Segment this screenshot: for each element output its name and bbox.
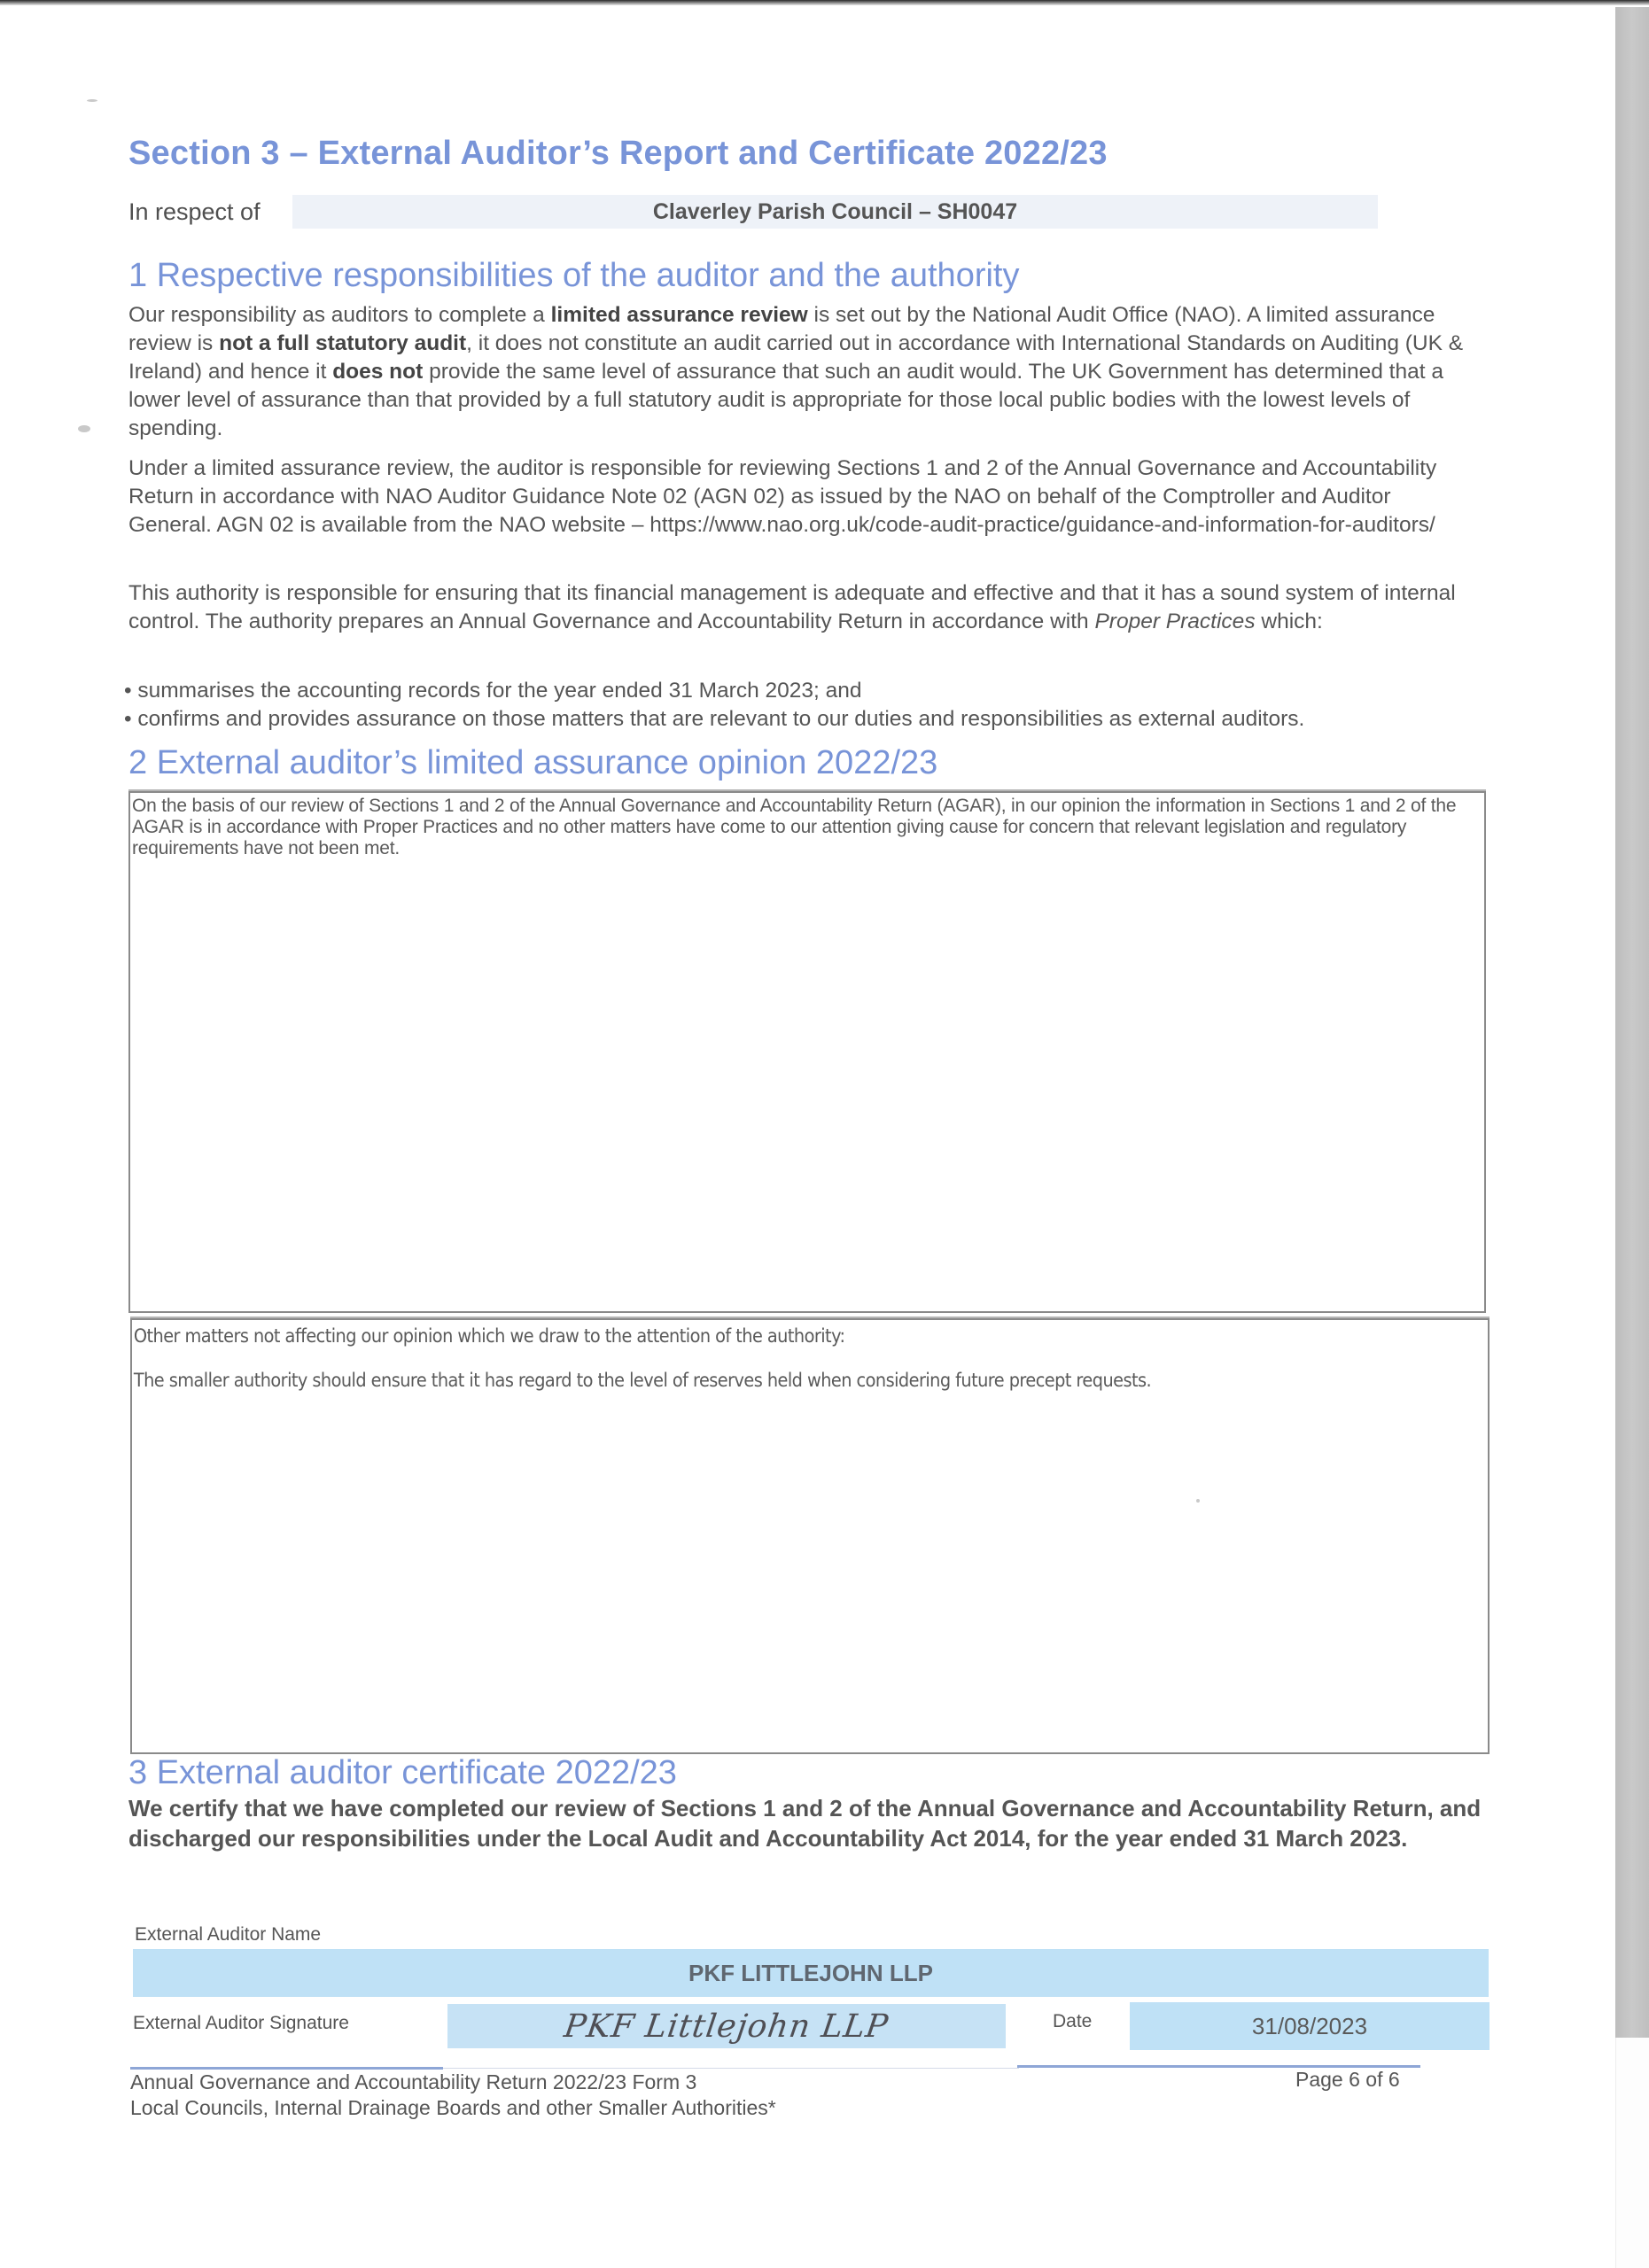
para3-italic: Proper Practices xyxy=(1094,610,1256,633)
footer-form-info xyxy=(130,2070,776,2121)
page-number: Page 6 of 6 xyxy=(1295,2068,1400,2091)
section2-heading: 2 External auditor’s limited assurance opinion 2022/23 xyxy=(128,744,938,781)
page-title: Section 3 – External Auditor’s Report and Certificate 2022/23 xyxy=(128,135,1108,172)
bullet-item: • confirms and provides assurance on those matters that are relevant to our duties and responsibilities as external auditors. xyxy=(124,707,1305,731)
opinion-box xyxy=(128,791,1486,1313)
other-matters-text: The smaller authority should ensure that it has regard to the level of reserves held when considering future precept requests. xyxy=(133,1370,1152,1391)
handwritten-signature: PKF Littlejohn LLP xyxy=(562,2008,891,2045)
footer-form-line-2: Local Councils, Internal Drainage Boards and other Smaller Authorities* xyxy=(130,2096,776,2119)
section1-bullet-list xyxy=(124,677,1506,734)
date-value: 31/08/2023 xyxy=(1251,2012,1368,2039)
footer-rule-mid xyxy=(443,2068,1019,2069)
auditor-name-field xyxy=(133,1949,1489,1997)
para1-bold-1: limited assurance review xyxy=(550,303,808,327)
section1-paragraph-2: Under a limited assurance review, the auditor is responsible for reviewing Sections 1 and 2 of the Annual Governance and Accountability Return in accordance with NAO Auditor Guidance Note 02 (AGN 02) as issued by the NAO on behalf of the Comptroller and Auditor General. AGN 02 is available from the NAO website – https://www.nao.org.uk/code-audit-practice/guidance-and-information-for-auditors/ xyxy=(128,456,1437,537)
scan-speck xyxy=(87,99,97,102)
para1-bold-3: does not xyxy=(332,360,424,384)
date-label: Date xyxy=(1053,2011,1093,2031)
scan-speck xyxy=(1196,1499,1200,1503)
scan-right-edge-bottom xyxy=(1615,2038,1649,2268)
section1-heading: 1 Respective responsibilities of the auditor and the authority xyxy=(128,257,1020,294)
opinion-text: On the basis of our review of Sections 1 and 2 of the Annual Governance and Accountability Return (AGAR), in our opinion the information in Sections 1 and 2 of the AGAR is in accordance with Proper Practices and no other matters have come to our attention giving cause for concern that relevant legislation and regulatory requirements have not been met. xyxy=(132,796,1457,858)
date-field xyxy=(1130,2002,1490,2050)
section1-paragraph-3 xyxy=(128,579,1475,636)
para3-text-2: which: xyxy=(1255,610,1323,633)
para1-text-3: , it does not constitute an audit carried out in accordance with International Standards on Auditing (UK & Ireland) and hence it xyxy=(128,331,1464,384)
other-matters-label: Other matters not affecting our opinion which we draw to the attention of the authority: xyxy=(133,1325,845,1347)
bullet-item: • summarises the accounting records for the year ended 31 March 2023; and xyxy=(124,679,862,703)
scan-right-edge xyxy=(1615,7,1649,2268)
section3-heading: 3 External auditor certificate 2022/23 xyxy=(128,1754,677,1791)
in-respect-of-label: In respect of xyxy=(128,198,261,225)
section1-paragraph-1 xyxy=(128,301,1475,443)
para3-text-1: This authority is responsible for ensuring that its financial management is adequate and effective and that it has a sound system of internal control. The authority prepares an Annual Governance and Accountability Return in accordance with xyxy=(128,581,1456,633)
other-matters-box xyxy=(130,1318,1490,1754)
para1-text-4: provide the same level of assurance that such an audit would. The UK Government has determined that a lower level of assurance than that provided by a full statutory audit is appropriate for those local public bodies with the lowest levels of spending. xyxy=(128,360,1443,440)
authority-field xyxy=(292,195,1378,229)
auditor-name-value: PKF LITTLEJOHN LLP xyxy=(688,1959,933,1986)
certificate-text: We certify that we have completed our review of Sections 1 and 2 of the Annual Governance and Accountability Return, and discharged our responsibilities under the Local Audit and Accountability Act 2014, for the year ended 31 March 2023. xyxy=(128,1795,1482,1852)
para1-text-2: is set out by the National Audit Office (NAO). A limited assurance review is xyxy=(128,303,1435,355)
footer-form-line-1: Annual Governance and Accountability Return 2022/23 Form 3 xyxy=(130,2070,697,2093)
signature-field xyxy=(447,2004,1006,2048)
authority-name: Claverley Parish Council – SH0047 xyxy=(652,198,1018,224)
para1-text-1: Our responsibility as auditors to complete a xyxy=(128,303,551,327)
signature-label: External Auditor Signature xyxy=(133,2013,349,2033)
auditor-name-label: External Auditor Name xyxy=(135,1924,322,1945)
para1-bold-2: not a full statutory audit xyxy=(219,331,467,355)
scan-speck xyxy=(78,425,90,432)
